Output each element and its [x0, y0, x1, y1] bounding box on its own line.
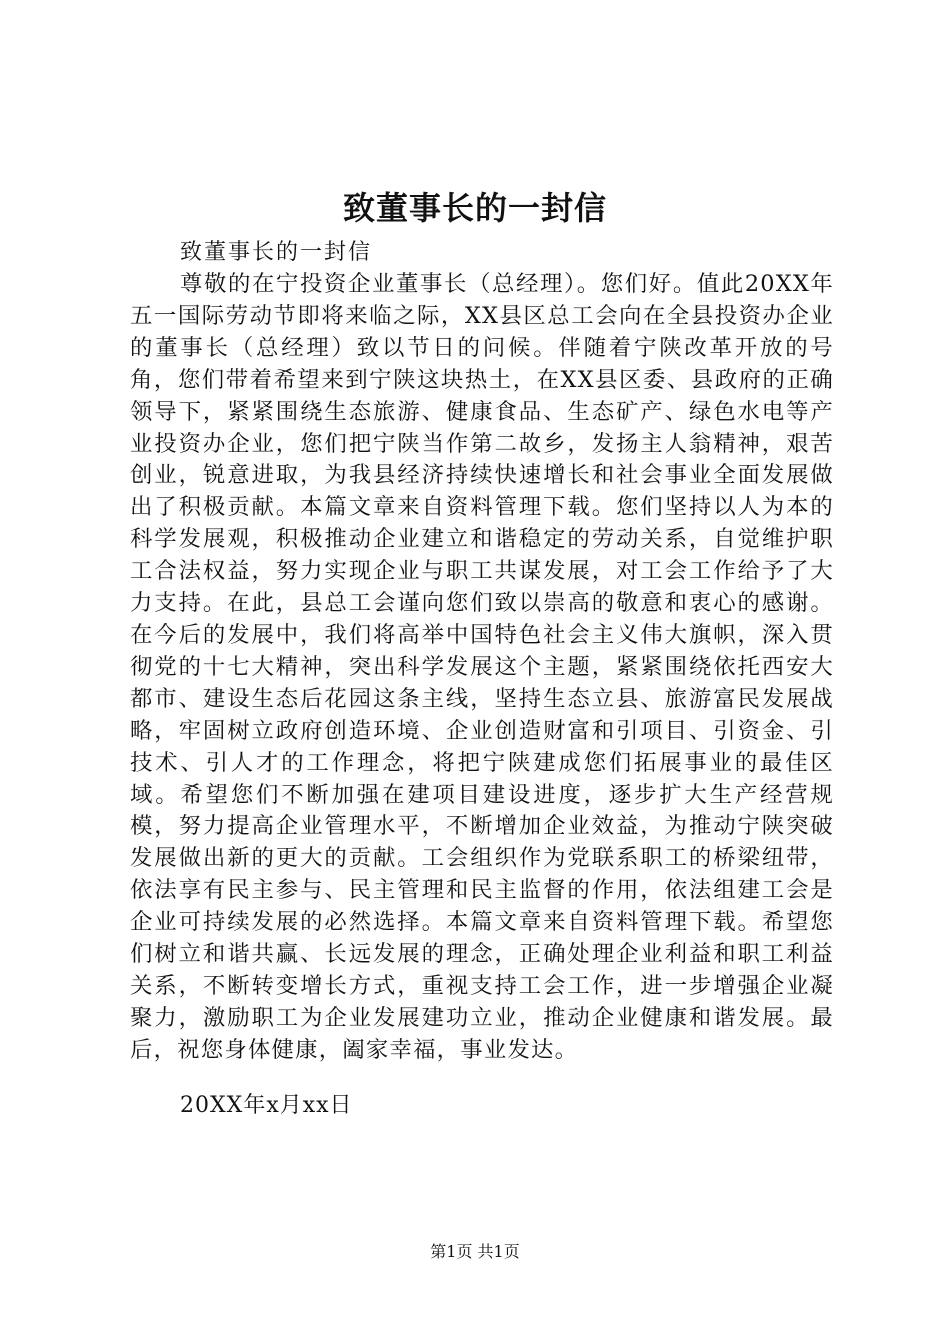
letter-date: 20XX年x月xx日	[180, 1093, 353, 1118]
page-footer: 第1页 共1页	[430, 1242, 520, 1261]
letter-body: 尊敬的在宁投资企业董事长（总经理）。您们好。值此20XX年五一国际劳动节即将来临之际，XX县区总工会向在全县投资办企业的董事长（总经理）致以节日的问候。伴随着宁陕改革开放的号角，您们带着希望来到宁陕这块热土，在XX县区委、县政府的正确领导下，紧紧围绕生态旅游、健康食品、生态矿产、绿色水电等产业投资办企业，您们把宁陕当作第二故乡，发扬主人翁精神，艰苦创业，锐意进取，为我县经济持续快速增长和社会事业全面发展做出了积极贡献。本篇文章来自资料管理下载。您们坚持以人为本的科学发展观，积极推动企业建立和谐稳定的劳动关系，自觉维护职工合法权益，努力实现企业与职工共谋发展，对工会工作给予了大力支持。在此，县总工会谨向您们致以崇高的敬意和衷心的感谢。在今后的发展中，我们将高举中国特色社会主义伟大旗帜，深入贯彻党的十七大精神，突出科学发展这个主题，紧紧围绕依托西安大都市、建设生态后花园这条主线，坚持生态立县、旅游富民发展战略，牢固树立政府创造环境、企业创造财富和引项目、引资金、引技术、引人才的工作理念，将把宁陕建成您们拓展事业的最佳区域。希望您们不断加强在建项目建设进度，逐步扩大生产经营规模，努力提高企业管理水平，不断增加企业效益，为推动宁陕突破发展做出新的更大的贡献。工会组织作为党联系职工的桥梁纽带，依法享有民主参与、民主管理和民主监督的作用，依法组建工会是企业可持续发展的必然选择。本篇文章来自资料管理下载。希望您们树立和谐共赢、长远发展的理念，正确处理企业利益和职工利益关系，不断转变增长方式，重视支持工会工作，进一步增强企业凝聚力，激励职工为企业发展建功立业，推动企业健康和谐发展。最后，祝您身体健康，阖家幸福，事业发达。	[130, 271, 834, 1063]
letter-heading: 致董事长的一封信	[180, 240, 373, 265]
document-title: 致董事长的一封信	[342, 189, 607, 227]
